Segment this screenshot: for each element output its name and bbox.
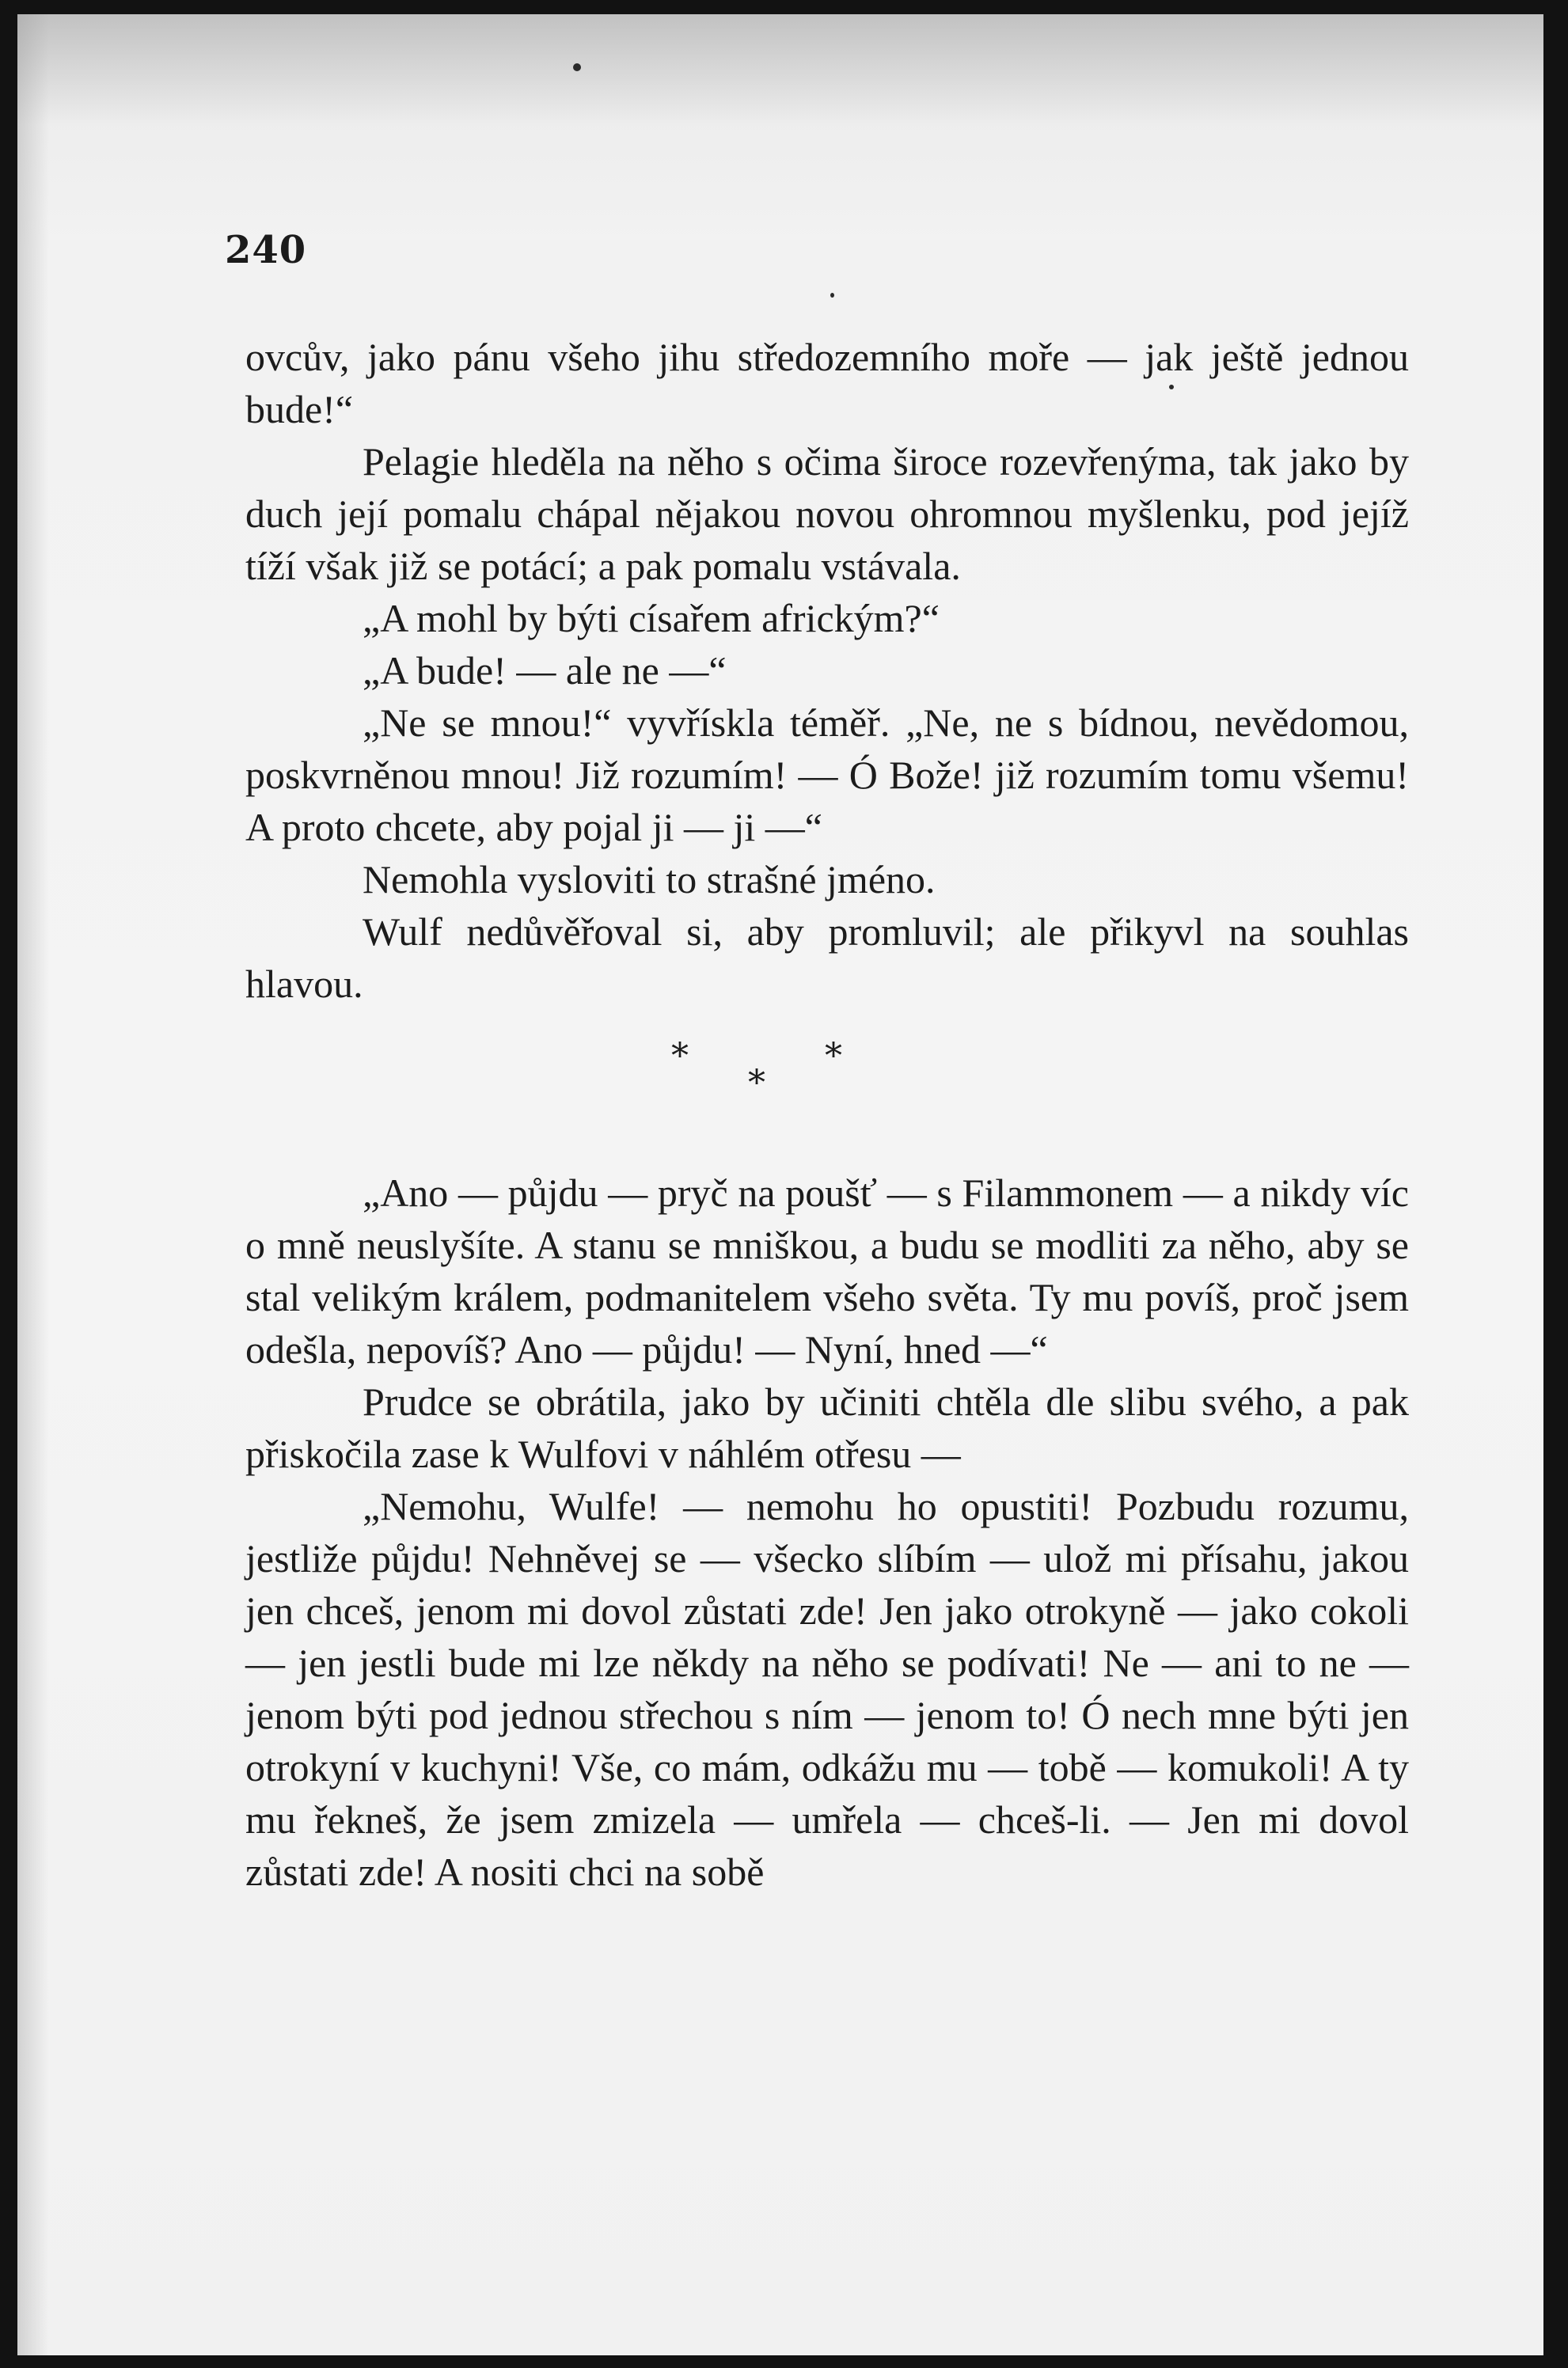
paragraph: Nemohla vysloviti to strašné jméno. xyxy=(363,857,936,901)
ink-speck xyxy=(573,63,581,71)
paragraph: Wulf nedůvěřoval si, aby promluvil; ale přikyvl na souhlas hlavou. xyxy=(245,909,1409,1006)
paragraph: ovcův, jako pánu všeho jihu středozemního moře — jak ještě jednou bude!“ xyxy=(245,335,1409,431)
paragraph: Prudce se obrátila, jako by učiniti chtěla dle slibu svého, a pak přiskočila zase k Wulfovi v náhlém otřesu — xyxy=(245,1379,1409,1476)
paragraph: „Ne se mnou!“ vyvřískla téměř. „Ne, ne s bídnou, nevědomou, poskvrněnou mnou! Již rozumím! — Ó Bože! již rozumím tomu všemu! A proto chcete, aby pojal ji — ji —“ xyxy=(245,700,1409,849)
book-page xyxy=(17,14,1543,2355)
asterisk: * xyxy=(825,1036,842,1076)
paragraph: „A mohl by býti císařem africkým?“ xyxy=(363,596,940,640)
paragraph: „Ano — půjdu — pryč na poušť — s Filammonem — a nikdy víc o mně neuslyšíte. A stanu se mniškou, a budu se modliti za něho, aby se stal velikým králem, podmanitelem všeho světa. Ty mu povíš, proč jsem odešla, nepovíš? Ano — půjdu! — Nyní, hned —“ xyxy=(245,1171,1409,1372)
page-body xyxy=(245,331,1409,1898)
asterisk: * xyxy=(748,1063,765,1103)
paragraph: „A bude! — ale ne —“ xyxy=(363,648,727,693)
section-break xyxy=(245,1010,1409,1167)
page-number: 240 xyxy=(225,228,307,272)
ink-speck xyxy=(830,293,834,298)
paragraph: „Nemohu, Wulfe! — nemohu ho opustiti! Pozbudu rozumu, jestliže půjdu! Nehněvej se — všecko slíbím — ulož mi přísahu, jakou jen chceš, jenom mi dovol zůstati zde! Jen jako otrokyně — jako cokoli — jen jestli bude mi lze někdy na něho se podívati! Ne — ani to ne — jenom býti pod jednou střechou s ním — jenom to! Ó nech mne býti jen otrokyní v kuchyni! Vše, co mám, odkážu mu — tobě — komukoli! A ty mu řekneš, že jsem zmizela — umřela — chceš-li. — Jen mi dovol zůstati zde! A nositi chci na sobě xyxy=(245,1484,1409,1894)
paragraph: Pelagie hleděla na něho s očima široce rozevřenýma, tak jako by duch její pomalu chápal nějakou novou ohromnou myšlenku, pod jejíž tíží však již se potácí; a pak pomalu vstávala. xyxy=(245,439,1409,588)
asterisk: * xyxy=(671,1036,689,1076)
